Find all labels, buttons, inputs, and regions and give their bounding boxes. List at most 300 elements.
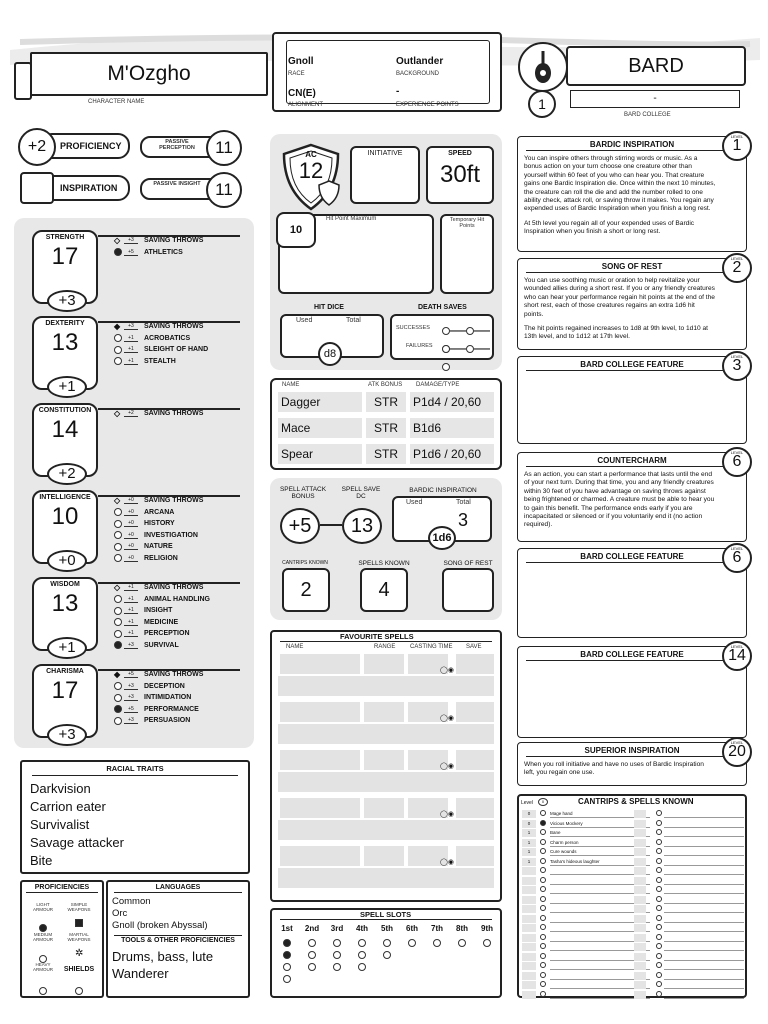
spell-prepared-bubble[interactable]	[656, 829, 662, 835]
tool-item: Drums, bass, lute	[112, 949, 214, 964]
feature-text-paragraph: At 5th level you regain all of your expended uses of Bardic Inspiration when you finish a short or long rest.	[524, 219, 695, 236]
skill-name: SAVING THROWS	[144, 237, 204, 245]
skill-proficiency-bubble	[114, 543, 122, 551]
background-value[interactable]: Outlander	[396, 56, 444, 67]
ability-block-wisdom[interactable]	[32, 577, 98, 656]
fav-spell-save-field	[456, 654, 494, 674]
spell-known-extra	[634, 867, 646, 875]
spell-known-name	[664, 886, 744, 894]
spell-known-level	[522, 934, 536, 942]
skill-row[interactable]	[114, 235, 244, 247]
hit-dice-total-label: Total	[346, 317, 361, 324]
favourite-spell-row[interactable]	[276, 750, 496, 770]
fav-spell-concentration-toggle[interactable]: ◯◉	[440, 715, 454, 722]
spell-known-name	[664, 867, 744, 875]
feature-title: BARD COLLEGE FEATURE	[526, 647, 738, 661]
spell-prepared-bubble[interactable]	[656, 924, 662, 930]
skill-modifier: +5	[124, 706, 138, 713]
spell-prepared-bubble[interactable]	[656, 972, 662, 978]
bardic-die-circle	[428, 526, 456, 550]
spell-known-row[interactable]	[522, 858, 744, 867]
death-successes-label: SUCCESSES	[396, 325, 430, 331]
spell-prepared-bubble[interactable]	[656, 905, 662, 911]
skill-list	[114, 235, 244, 258]
spell-known-extra	[634, 991, 646, 999]
class-box[interactable]	[566, 46, 746, 86]
header-details-box	[272, 32, 502, 112]
proficiencies-title: PROFICIENCIES	[34, 884, 90, 891]
feature-level-badge	[722, 253, 752, 283]
race-label: RACE	[288, 71, 305, 77]
feature-title: BARD COLLEGE FEATURE	[526, 549, 738, 563]
skill-modifier: +1	[124, 619, 138, 626]
racial-trait: Carrion eater	[30, 799, 106, 814]
spell-known-name	[664, 953, 744, 961]
spell-prepared-bubble[interactable]	[540, 848, 546, 854]
skill-name: RELIGION	[144, 554, 178, 562]
character-name-banner[interactable]	[30, 52, 268, 96]
skill-row[interactable]	[114, 321, 244, 333]
spell-save-dc-circle[interactable]	[342, 508, 382, 544]
spell-prepared-bubble[interactable]	[656, 896, 662, 902]
saving-throw-diamond-icon: ◇	[114, 409, 121, 419]
hit-dice-used-label: Used	[296, 317, 313, 324]
fav-spell-save-field	[456, 750, 494, 770]
spell-known-row[interactable]	[522, 934, 744, 943]
hp-max-label: Hit Point Maximum	[326, 216, 377, 222]
skill-name: ANIMAL HANDLING	[144, 595, 210, 603]
fav-spell-range-field	[364, 846, 404, 866]
spell-known-name	[664, 991, 744, 999]
fav-spell-description-field[interactable]	[278, 820, 494, 840]
racial-trait: Bite	[30, 853, 53, 868]
ability-block-intelligence[interactable]	[32, 490, 98, 569]
skill-row[interactable]	[114, 530, 244, 542]
skill-modifier: +0	[124, 520, 138, 527]
spell-slot-bubble[interactable]	[283, 939, 291, 947]
skill-name: SAVING THROWS	[144, 410, 204, 418]
spell-prepared-bubble[interactable]	[540, 858, 546, 864]
spell-prepared-bubble[interactable]	[656, 981, 662, 987]
initiative-box[interactable]	[350, 146, 420, 204]
favourite-spell-row[interactable]	[276, 846, 496, 866]
spell-slot-level: 4th	[356, 924, 368, 933]
spell-known-row[interactable]	[522, 981, 744, 990]
spell-prepared-bubble[interactable]	[656, 915, 662, 921]
spell-known-row[interactable]	[522, 962, 744, 971]
spell-known-extra	[634, 953, 646, 961]
spell-slot-column	[274, 924, 300, 987]
ability-score: 17	[51, 677, 79, 704]
skill-row[interactable]	[114, 692, 244, 704]
spell-known-row[interactable]	[522, 886, 744, 895]
spell-known-name	[664, 962, 744, 970]
feature-text[interactable]	[518, 371, 746, 377]
spell-prepared-bubble[interactable]	[656, 848, 662, 854]
bardic-die-value: 1d6	[432, 532, 452, 544]
spell-known-level	[522, 924, 536, 932]
spell-prepared-bubble[interactable]	[656, 953, 662, 959]
skill-proficiency-bubble	[114, 694, 122, 702]
fav-spell-description-field[interactable]	[278, 772, 494, 792]
favourite-spell-row[interactable]	[276, 702, 496, 722]
hit-die-circle	[318, 342, 342, 366]
spell-slot-bubble[interactable]	[408, 939, 416, 947]
racial-trait: Darkvision	[30, 781, 91, 796]
spell-slot-bubble[interactable]	[333, 939, 341, 947]
spell-known-name: Cure wounds	[550, 848, 650, 856]
spell-slot-bubble[interactable]	[458, 939, 466, 947]
alignment-value[interactable]: CN(E)	[288, 88, 316, 99]
xp-value[interactable]: -	[396, 86, 400, 97]
spell-known-row[interactable]	[522, 924, 744, 933]
heavy-armour-toggle[interactable]	[39, 982, 47, 1000]
fav-spell-description-field[interactable]	[278, 676, 494, 696]
feature-title: BARD COLLEGE FEATURE	[526, 357, 738, 371]
feature-title: BARDIC INSPIRATION	[526, 137, 738, 151]
spell-prepared-bubble[interactable]	[540, 981, 546, 987]
weapon-name: Dagger	[278, 392, 362, 412]
spell-prepared-bubble[interactable]	[540, 896, 546, 902]
death-failures-bubbles[interactable]: — —	[442, 340, 492, 376]
skill-row[interactable]	[114, 715, 244, 727]
fav-spell-concentration-toggle[interactable]: ◯◉	[440, 763, 454, 770]
spell-prepared-bubble[interactable]	[540, 905, 546, 911]
spell-slot-column	[449, 924, 475, 951]
spell-known-level: 0	[522, 820, 536, 828]
skill-row[interactable]	[114, 640, 244, 652]
skill-row[interactable]	[114, 594, 244, 606]
spell-known-level: 1	[522, 839, 536, 847]
spells-known-label: SPELLS KNOWN	[358, 560, 410, 567]
spell-prepared-bubble[interactable]	[656, 962, 662, 968]
skill-row[interactable]	[114, 553, 244, 565]
character-name-label: CHARACTER NAME	[88, 99, 145, 105]
spell-known-row[interactable]	[522, 820, 744, 829]
spell-prepared-bubble[interactable]	[656, 820, 662, 826]
spell-prepared-bubble[interactable]	[540, 962, 546, 968]
passive-perception-circle[interactable]	[206, 130, 242, 166]
skill-list	[114, 582, 244, 651]
spell-known-row[interactable]	[522, 972, 744, 981]
feature-card	[517, 136, 747, 252]
feature-text[interactable]	[518, 661, 746, 667]
spell-prepared-bubble[interactable]	[656, 943, 662, 949]
skill-proficiency-bubble	[114, 531, 122, 539]
fav-spell-name-field	[280, 750, 360, 770]
ability-score: 10	[51, 503, 79, 530]
spell-known-row[interactable]	[522, 867, 744, 876]
spell-slot-bubble[interactable]	[308, 951, 316, 959]
level-circle[interactable]	[528, 90, 556, 118]
skill-row[interactable]	[114, 628, 244, 640]
fav-spell-description-field[interactable]	[278, 868, 494, 888]
spell-known-level	[522, 905, 536, 913]
spell-known-extra	[634, 820, 646, 828]
ability-block-constitution[interactable]	[32, 403, 98, 482]
martial-weapons-toggle[interactable]: ✲	[75, 948, 84, 959]
spell-slot-bubble[interactable]	[333, 963, 341, 971]
skill-row[interactable]	[114, 681, 244, 693]
skill-proficiency-bubble	[114, 641, 122, 649]
spell-slot-bubble[interactable]	[483, 939, 491, 947]
spell-slot-bubble[interactable]	[283, 951, 291, 959]
weapon-name: Spear	[278, 444, 362, 464]
spell-slot-bubble[interactable]	[283, 963, 291, 971]
skill-row[interactable]	[114, 344, 244, 356]
skill-row[interactable]	[114, 408, 244, 420]
college-field[interactable]	[570, 90, 740, 108]
class-name: BARD	[628, 55, 684, 77]
feature-text[interactable]	[518, 151, 746, 239]
spell-level-filter-icon[interactable]: 0	[538, 798, 548, 806]
skill-modifier: +1	[124, 358, 138, 365]
tool-item: Wanderer	[112, 966, 169, 981]
spell-known-row[interactable]	[522, 829, 744, 838]
ability-block-strength[interactable]	[32, 230, 98, 309]
spell-known-row[interactable]	[522, 896, 744, 905]
spell-slot-bubble[interactable]	[283, 975, 291, 983]
spell-slot-bubble[interactable]	[433, 939, 441, 947]
spell-known-extra	[634, 943, 646, 951]
skill-row[interactable]	[114, 495, 244, 507]
spell-known-extra	[634, 915, 646, 923]
favourite-spells-title: FAVOURITE SPELLS	[340, 632, 414, 641]
saving-throw-diamond-icon: ◇	[114, 496, 121, 506]
feature-level: LEVEL 6	[732, 453, 742, 470]
passive-perception-label: PASSIVE PERCEPTION	[159, 139, 195, 151]
spell-known-name: Vicious Mockery	[550, 820, 650, 828]
spell-prepared-bubble[interactable]	[656, 886, 662, 892]
spell-known-row[interactable]	[522, 877, 744, 886]
skill-proficiency-bubble	[114, 554, 122, 562]
death-successes-bubbles[interactable]: — —	[442, 322, 492, 358]
spell-prepared-bubble[interactable]	[540, 934, 546, 940]
spell-level-label: Level	[521, 800, 533, 806]
shields-toggle[interactable]	[75, 982, 83, 1000]
simple-weapons-toggle[interactable]	[75, 919, 83, 927]
weapon-header-damage: DAMAGE/TYPE	[416, 382, 460, 388]
fav-spell-concentration-toggle[interactable]: ◯◉	[440, 859, 454, 866]
fav-spell-save-field	[456, 798, 494, 818]
spell-known-extra	[634, 858, 646, 866]
skill-proficiency-bubble	[114, 520, 122, 528]
spell-prepared-bubble[interactable]	[540, 820, 546, 826]
skill-proficiency-bubble	[114, 595, 122, 603]
skill-name: SLEIGHT OF HAND	[144, 346, 209, 354]
speed-box[interactable]	[426, 146, 494, 204]
cantrips-known-box[interactable]	[282, 568, 330, 612]
spells-known-box[interactable]	[360, 568, 408, 612]
hp-max-circle[interactable]	[276, 212, 316, 248]
racial-trait: Savage attacker	[30, 835, 124, 850]
fav-spell-name-field	[280, 654, 360, 674]
spell-prepared-bubble[interactable]	[540, 829, 546, 835]
skill-row[interactable]	[114, 582, 244, 594]
spell-prepared-bubble[interactable]	[540, 810, 546, 816]
skill-row[interactable]	[114, 356, 244, 368]
spell-slot-bubble[interactable]	[383, 939, 391, 947]
fav-spell-concentration-toggle[interactable]: ◯◉	[440, 667, 454, 674]
speed-value: 30ft	[439, 161, 481, 188]
ability-name: CHARISMA	[46, 668, 84, 675]
skill-row[interactable]	[114, 541, 244, 553]
fav-spell-concentration-toggle[interactable]: ◯◉	[440, 811, 454, 818]
spell-slot-level: 3rd	[330, 924, 344, 933]
spell-known-name	[664, 848, 744, 856]
spell-prepared-bubble[interactable]	[656, 877, 662, 883]
spell-prepared-bubble[interactable]	[656, 867, 662, 873]
ability-block-charisma[interactable]	[32, 664, 98, 743]
feature-text[interactable]	[518, 273, 746, 344]
spell-known-extra	[634, 972, 646, 980]
skill-row[interactable]	[114, 605, 244, 617]
spell-known-extra	[634, 905, 646, 913]
ability-modifier: +1	[47, 637, 87, 659]
bardic-total-value: 3	[458, 510, 469, 530]
spell-known-level	[522, 962, 536, 970]
ability-block-dexterity[interactable]	[32, 316, 98, 395]
skill-name: INTIMIDATION	[144, 694, 192, 702]
spell-prepared-bubble[interactable]	[656, 858, 662, 864]
bardic-used-label: Used	[406, 499, 423, 506]
language-item: Common	[112, 896, 151, 907]
song-of-rest-box[interactable]	[442, 568, 494, 612]
skill-proficiency-bubble	[114, 248, 122, 256]
spell-known-name: Mage hand	[550, 810, 650, 818]
spell-prepared-bubble[interactable]	[540, 943, 546, 949]
skill-proficiency-bubble	[114, 682, 122, 690]
ability-score: 13	[51, 590, 79, 617]
hp-max-value: 10	[289, 224, 303, 236]
spell-known-row[interactable]	[522, 991, 744, 1000]
spell-prepared-bubble[interactable]	[540, 886, 546, 892]
skill-row[interactable]	[114, 247, 244, 259]
spell-known-name	[664, 839, 744, 847]
skill-row[interactable]	[114, 704, 244, 716]
skill-proficiency-bubble	[114, 705, 122, 713]
skill-modifier: +1	[124, 346, 138, 353]
spell-known-name: Charm person	[550, 839, 650, 847]
spell-attack-circle[interactable]	[280, 508, 320, 544]
spell-slot-bubble[interactable]	[308, 963, 316, 971]
race-value[interactable]: Gnoll	[288, 56, 314, 67]
skill-name: PERFORMANCE	[144, 705, 199, 713]
spell-prepared-bubble[interactable]	[540, 972, 546, 978]
skill-name: SAVING THROWS	[144, 584, 204, 592]
feature-level-badge	[722, 543, 752, 573]
weapon-row[interactable]	[278, 444, 494, 464]
spell-known-level	[522, 886, 536, 894]
feature-level: LEVEL 14	[728, 647, 746, 664]
feature-level-badge	[722, 447, 752, 477]
skill-modifier: +5	[124, 249, 138, 256]
skill-name: INSIGHT	[144, 607, 173, 615]
weapon-header-atk: ATK BONUS	[368, 382, 403, 388]
spell-known-row[interactable]	[522, 905, 744, 914]
spell-prepared-bubble[interactable]	[656, 839, 662, 845]
feature-text[interactable]	[518, 757, 746, 780]
spell-known-name	[664, 896, 744, 904]
spell-slot-bubble[interactable]	[333, 951, 341, 959]
temp-hp-box[interactable]	[440, 214, 494, 294]
spell-known-row[interactable]	[522, 953, 744, 962]
spell-slot-column	[299, 924, 325, 975]
inspiration-checkbox[interactable]	[20, 172, 54, 204]
feature-text[interactable]	[518, 467, 746, 532]
feature-card	[517, 258, 747, 350]
skill-name: SAVING THROWS	[144, 497, 204, 505]
spell-prepared-bubble[interactable]	[656, 810, 662, 816]
weapon-row[interactable]	[278, 418, 494, 438]
weapon-damage: B1d6	[410, 418, 494, 438]
skill-modifier: +1	[124, 584, 138, 591]
skill-row[interactable]	[114, 669, 244, 681]
spell-known-row[interactable]	[522, 915, 744, 924]
spell-known-row[interactable]	[522, 848, 744, 857]
spell-prepared-bubble[interactable]	[540, 953, 546, 959]
passive-insight-circle[interactable]	[206, 172, 242, 208]
spell-prepared-bubble[interactable]	[540, 877, 546, 883]
spell-prepared-bubble[interactable]	[656, 934, 662, 940]
spell-known-level: 1	[522, 848, 536, 856]
fav-header-casting-time: CASTING TIME	[410, 644, 453, 650]
spell-known-row[interactable]	[522, 810, 744, 819]
spell-known-name	[664, 905, 744, 913]
spell-slot-column	[399, 924, 425, 951]
feature-level: LEVEL 3	[732, 357, 742, 374]
skill-list	[114, 669, 244, 727]
spell-slot-level: 2nd	[304, 924, 320, 933]
spell-slot-bubble[interactable]	[308, 939, 316, 947]
feature-text[interactable]	[518, 563, 746, 569]
spell-prepared-bubble[interactable]	[540, 991, 546, 997]
skill-row[interactable]	[114, 333, 244, 345]
proficiency-circle[interactable]	[18, 128, 56, 166]
skill-row[interactable]	[114, 617, 244, 629]
skill-proficiency-bubble	[114, 717, 122, 725]
weapon-row[interactable]	[278, 392, 494, 412]
racial-traits-box	[20, 760, 250, 874]
alignment-label: ALIGNMENT	[288, 102, 324, 108]
spell-slot-bubble[interactable]	[358, 939, 366, 947]
skill-row[interactable]	[114, 507, 244, 519]
spell-slot-bubble[interactable]	[383, 951, 391, 959]
spell-prepared-bubble[interactable]	[656, 991, 662, 997]
favourite-spell-row[interactable]	[276, 654, 496, 674]
skill-proficiency-bubble	[114, 357, 122, 365]
saving-throw-diamond-icon: ◆	[114, 670, 121, 680]
spell-prepared-bubble[interactable]	[540, 924, 546, 930]
spell-prepared-bubble[interactable]	[540, 839, 546, 845]
skill-name: SAVING THROWS	[144, 671, 204, 679]
skill-name: DECEPTION	[144, 682, 185, 690]
spell-prepared-bubble[interactable]	[540, 867, 546, 873]
inspiration-label: INSPIRATION	[60, 183, 118, 193]
spell-slot-bubble[interactable]	[358, 951, 366, 959]
spell-prepared-bubble[interactable]	[540, 915, 546, 921]
favourite-spell-row[interactable]	[276, 798, 496, 818]
saving-throw-diamond-icon: ◆	[114, 322, 121, 332]
spell-known-row[interactable]	[522, 943, 744, 952]
skill-row[interactable]	[114, 518, 244, 530]
fav-spell-description-field[interactable]	[278, 724, 494, 744]
spell-slot-bubble[interactable]	[358, 963, 366, 971]
armor-class-value[interactable]: 12	[298, 158, 324, 183]
spell-known-row[interactable]	[522, 839, 744, 848]
cantrips-known-value: 2	[300, 579, 312, 601]
temp-hp-label: Temporary Hit Points	[449, 217, 485, 229]
